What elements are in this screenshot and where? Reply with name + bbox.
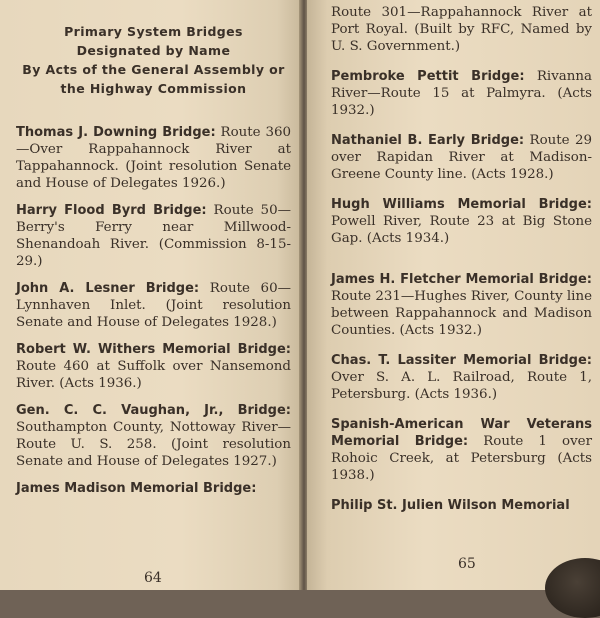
bridge-entry	[16, 280, 291, 331]
bridge-description: Over S. A. L. Railroad, Route 1, Petersburg. (Acts 1936.)	[331, 370, 592, 402]
bridge-name: Thomas J. Downing Bridge:	[16, 125, 216, 140]
bridge-description: Southampton County, Nottoway River—Route U. S. 258. (Joint resolution Senate and House of Delegates 1927.)	[16, 420, 291, 469]
bridge-entry	[16, 341, 291, 392]
bridge-entry	[331, 4, 592, 55]
bridge-entry	[331, 196, 592, 247]
bridge-description: Rivanna River—Route 15 at Palmyra. (Acts 1932.)	[331, 69, 592, 118]
bridge-name: Pembroke Pettit Bridge:	[331, 69, 525, 84]
page-number-right: 65	[458, 556, 476, 572]
bridge-name: Spanish-American War Veterans Memorial Bridge:	[331, 417, 592, 449]
heading-line: Primary System Bridges	[64, 24, 243, 39]
left-page	[0, 0, 301, 590]
bridge-name: Robert W. Withers Memorial Bridge:	[16, 342, 291, 357]
bridge-entry	[331, 271, 592, 339]
bridge-name: Harry Flood Byrd Bridge:	[16, 203, 207, 218]
bridge-description: Route 301—Rappahannock River at Port Royal. (Built by RFC, Named by U. S. Government.)	[331, 5, 592, 54]
bridge-name: Gen. C. C. Vaughan, Jr., Bridge:	[16, 403, 291, 418]
heading-line: Designated by Name	[76, 43, 231, 58]
bridge-entry	[16, 202, 291, 270]
bridge-entry	[331, 416, 592, 484]
bridge-name: James H. Fletcher Memorial Bridge:	[331, 272, 592, 287]
bridge-description: Route 231—Hughes River, County line between Rappahannock and Madison Counties. (Acts 1932.)	[331, 289, 592, 338]
bridge-description: Route 360—Over Rappahannock River at Tappahannock. (Joint resolution Senate and House of Delegates 1926.)	[16, 125, 291, 191]
bridge-description: Powell River, Route 23 at Big Stone Gap. (Acts 1934.)	[331, 214, 592, 246]
page-number-left: 64	[144, 570, 162, 586]
bridge-entry	[331, 132, 592, 183]
bridge-entry	[331, 352, 592, 403]
bridge-name: John A. Lesner Bridge:	[16, 281, 200, 296]
bridge-description: Route 60—Lynnhaven Inlet. (Joint resolution Senate and House of Delegates 1928.)	[16, 281, 291, 330]
heading-line: the Highway Commission	[60, 81, 247, 96]
bridge-name: Philip St. Julien Wilson Memorial	[331, 498, 570, 513]
heading-line: By Acts of the General Assembly or	[22, 62, 285, 77]
section-heading	[16, 22, 291, 98]
bridge-name: Hugh Williams Memorial Bridge:	[331, 197, 592, 212]
bridge-entry	[16, 402, 291, 470]
bridge-description: Route 460 at Suffolk over Nansemond River. (Acts 1936.)	[16, 359, 291, 391]
bridge-description: Route 29 over Rapidan River at Madison-Greene County line. (Acts 1928.)	[331, 133, 592, 182]
bridge-name: Chas. T. Lassiter Memorial Bridge:	[331, 353, 592, 368]
bridge-description: Route 1 over Rohoic Creek, at Petersburg (Acts 1938.)	[331, 434, 592, 483]
right-page	[307, 0, 600, 590]
bridge-name: Nathaniel B. Early Bridge:	[331, 133, 525, 148]
bridge-entry	[16, 124, 291, 192]
bridge-entry	[331, 68, 592, 119]
bridge-entry	[331, 497, 592, 514]
bridge-name: James Madison Memorial Bridge:	[16, 481, 257, 496]
bridge-description: Route 50—Berry's Ferry near Millwood-Shenandoah River. (Commission 8-15-29.)	[16, 203, 291, 269]
bridge-entry	[16, 480, 291, 497]
